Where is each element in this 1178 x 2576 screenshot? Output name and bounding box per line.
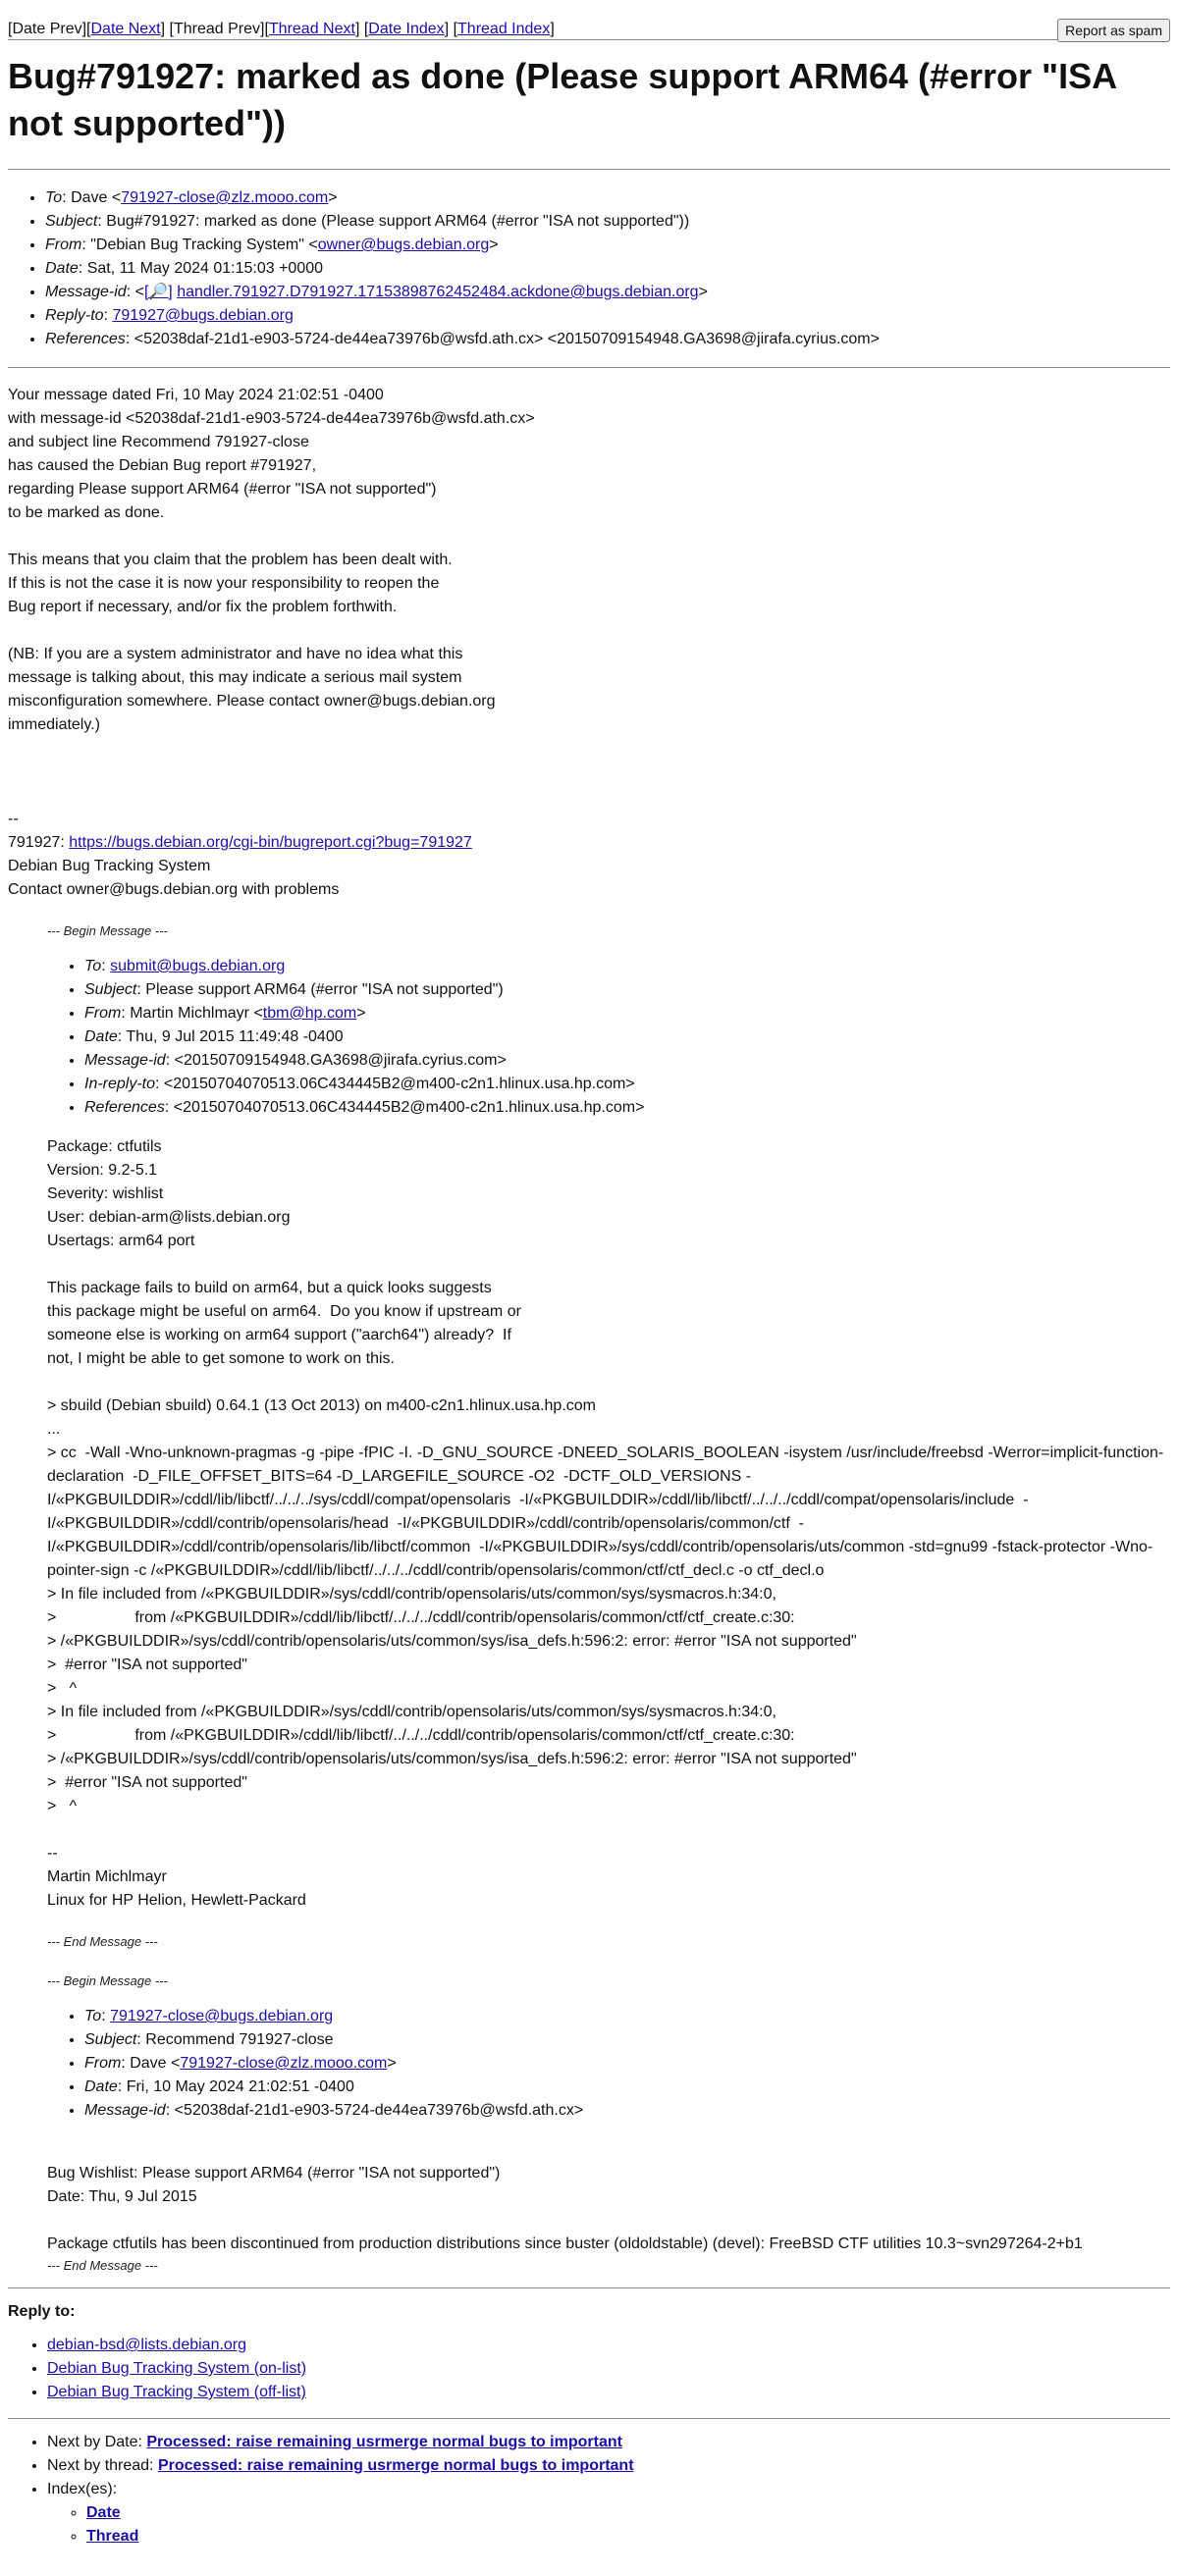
reply-item (47, 2334, 1170, 2357)
next-by-date: • Next by Date: Processed: raise remaining usrmerge normal bugs to important (47, 2431, 1170, 2454)
msg1-to-link[interactable]: submit@bugs.debian.org (110, 958, 286, 974)
nav-date-prev: Date Prev (12, 21, 82, 37)
index-date (86, 2501, 1170, 2525)
body-line: immediately.) (8, 716, 100, 733)
body-line: regarding Please support ARM64 (#error "ISA not supported") (8, 481, 437, 498)
body-line: and subject line Recommend 791927-close (8, 434, 309, 450)
top-divider (8, 39, 1170, 40)
begin-message-marker-2: --- Begin Message --- (47, 1973, 168, 1988)
index-list (47, 2501, 1170, 2549)
title-divider (8, 169, 1170, 170)
to-email-link[interactable]: 791927-close@zlz.mooo.com (121, 189, 329, 206)
reply-divider (8, 2287, 1170, 2288)
bug-report-link[interactable]: https://bugs.debian.org/cgi-bin/bugreport.cgi?bug=791927 (69, 834, 472, 851)
original-message-headers (47, 955, 1170, 1120)
report-spam-button[interactable]: Report as spam (1057, 19, 1170, 42)
signature (8, 808, 1170, 902)
msg2-to: • To: 791927-close@bugs.debian.org (84, 2005, 1170, 2028)
header-date: • Date: Sat, 11 May 2024 01:15:03 +0000 (45, 257, 1170, 281)
msg2-message-id: • Message-id: <52038daf-21d1-e903-5724-de44ea73976b@wsfd.ath.cx> (84, 2099, 1170, 2123)
footer-nav (8, 2431, 1170, 2549)
original-message (47, 921, 1170, 2276)
footer-divider (8, 2418, 1170, 2419)
next-by-thread-link[interactable]: Processed: raise remaining usrmerge normal bugs to important (157, 2457, 634, 2474)
reply-item (47, 2357, 1170, 2381)
body-line (8, 784, 1170, 808)
body-line (8, 525, 1170, 549)
body-line (8, 737, 1170, 761)
msg1-references: • References: <20150704070513.06C434445B2@m400-c2n1.hlinux.usa.hp.com> (84, 1096, 1170, 1120)
index-thread-link[interactable]: Thread (86, 2528, 139, 2545)
nav-date-index-link[interactable]: Date Index (368, 21, 445, 37)
msg1-in-reply-to: • In-reply-to: <20150704070513.06C434445B2@m400-c2n1.hlinux.usa.hp.com> (84, 1073, 1170, 1096)
index-date-link[interactable]: Date (86, 2504, 121, 2521)
nav-thread-index-link[interactable]: Thread Index (457, 21, 551, 37)
headers-divider (8, 367, 1170, 368)
message-id-link[interactable]: handler.791927.D791927.17153898762452484.ackdone@bugs.debian.org (177, 284, 699, 300)
body-line: This means that you claim that the problem has been dealt with. (8, 552, 453, 568)
msg1-message-id: • Message-id: <20150709154948.GA3698@jirafa.cyrius.com> (84, 1049, 1170, 1073)
indexes: • Index(es): ◦ Date ◦ Thread (47, 2478, 1170, 2549)
end-message-marker: --- End Message --- (47, 1934, 158, 1949)
body-line: (NB: If you are a system administrator and have no idea what this (8, 646, 463, 662)
reply-bts-off-list-link[interactable]: Debian Bug Tracking System (off-list) (47, 2384, 306, 2400)
nav-thread-prev: Thread Prev (173, 21, 261, 37)
end-message-marker-2: --- End Message --- (47, 2258, 158, 2273)
body-line: misconfiguration somewhere. Please contact owner@bugs.debian.org (8, 693, 496, 710)
body-line: has caused the Debian Bug report #791927, (8, 457, 317, 474)
header-message-id: • Message-id: <[🔎] handler.791927.D791927.17153898762452484.ackdone@bugs.debian.org> (45, 281, 1170, 304)
msg2-date: • Date: Fri, 10 May 2024 21:02:51 -0400 (84, 2076, 1170, 2099)
body-line: with message-id <52038daf-21d1-e903-5724-de44ea73976b@wsfd.ath.cx> (8, 410, 535, 427)
begin-message-marker: --- Begin Message --- (47, 923, 168, 938)
msg1-from-link[interactable]: tbm@hp.com (262, 1005, 357, 1022)
msg2-to-link[interactable]: 791927-close@bugs.debian.org (110, 2008, 334, 2024)
message-body (8, 384, 1170, 808)
close-message-body: Bug Wishlist: Please support ARM64 (#error "ISA not supported") Date: Thu, 9 Jul 2015 Package ctfutils has been discontinued from production distributions since buster (oldoldstable) (devel): FreeBSD CTF utilities 10.3~svn297264-2+b1 (47, 2165, 1083, 2252)
message-headers (8, 186, 1170, 351)
next-by-date-link[interactable]: Processed: raise remaining usrmerge normal bugs to important (146, 2434, 622, 2450)
msg2-subject: • Subject: Recommend 791927-close (84, 2028, 1170, 2052)
reply-list-link[interactable]: debian-bsd@lists.debian.org (47, 2337, 247, 2353)
nav-thread-next-link[interactable]: Thread Next (268, 21, 355, 37)
sig-line-2: Debian Bug Tracking System (8, 858, 211, 874)
index-thread (86, 2525, 1170, 2549)
sig-dashes: -- (8, 811, 19, 827)
next-by-thread: • Next by thread: Processed: raise remaining usrmerge normal bugs to important (47, 2454, 1170, 2478)
nav-date-next-link[interactable]: Date Next (90, 21, 161, 37)
from-email-link[interactable]: owner@bugs.debian.org (317, 237, 490, 253)
header-to: • To: Dave <791927-close@zlz.mooo.com> (45, 186, 1170, 210)
body-line: Bug report if necessary, and/or fix the problem forthwith. (8, 599, 398, 615)
msg1-subject: • Subject: Please support ARM64 (#error "ISA not supported") (84, 978, 1170, 1002)
message-id-search-icon[interactable]: [🔎] (143, 284, 173, 300)
body-line: Your message dated Fri, 10 May 2024 21:02:51 -0400 (8, 387, 384, 403)
sig-line-3: Contact owner@bugs.debian.org with problems (8, 881, 340, 898)
sig-bug-line: 791927: https://bugs.debian.org/cgi-bin/bugreport.cgi?bug=791927 (8, 834, 472, 851)
reply-list (8, 2334, 1170, 2404)
header-reply-to: • Reply-to: 791927@bugs.debian.org (45, 304, 1170, 328)
msg1-to: • To: submit@bugs.debian.org (84, 955, 1170, 978)
nav-links: [Date Prev][Date Next] [Thread Prev][Thread Next] [Date Index] [Thread Index] (8, 21, 555, 37)
body-line: message is talking about, this may indicate a serious mail system (8, 669, 462, 686)
msg1-from: • From: Martin Michlmayr <tbm@hp.com> (84, 1002, 1170, 1025)
reply-heading: Reply to: (8, 2303, 76, 2320)
header-from: • From: "Debian Bug Tracking System" <owner@bugs.debian.org> (45, 234, 1170, 257)
original-message-body: Package: ctfutils Version: 9.2-5.1 Severity: wishlist User: debian-arm@lists.debian.org Usertags: arm64 port This package fails to build on arm64, but a quick looks suggests this package might be useful on arm64. Do you know if upstream or someone else is working on arm64 support ("aarch64") already? If not, I might be able to get somone to work on this. > sbuild (Debian sbuild) 0.64.1 (13 Oct 2013) on m400-c2n1.hlinux.usa.hp.com ... > cc -Wall -Wno-unknown-pragmas -g -pipe -fPIC -I. -D_GNU_SOURCE -DNEED_SOLARIS_BOOLEAN -isystem /usr/include/freebsd -Werror=implicit-function-declaration -D_FILE_OFFSET_BITS=64 -D_LARGEFILE_SOURCE -O2 -DCTF_OLD_VERSIONS -I/«PKGBUILDDIR»/cddl/lib/libctf/../../../sys/cddl/compat/opensolaris -I/«PKGBUILDDIR»/cddl/lib/libctf/../../../cddl/compat/opensolaris/include -I/«PKGBUILDDIR»/cddl/contrib/opensolaris/head -I/«PKGBUILDDIR»/cddl/contrib/opensolaris/common/ctf -I/«PKGBUILDDIR»/cddl/contrib/opensolaris/lib/libctf/common -I/«PKGBUILDDIR»/sys/cddl/contrib/opensolaris/uts/common -std=gnu99 -fstack-protector -Wno-pointer-sign -c /«PKGBUILDDIR»/cddl/lib/libctf/../../../cddl/contrib/opensolaris/common/ctf/ctf_decl.c -o ctf_decl.o > In file included from /«PKGBUILDDIR»/sys/cddl/contrib/opensolaris/uts/common/sys/sysmacros.h:34:0, > from /«PKGBUILDDIR»/cddl/lib/libctf/../../../cddl/contrib/opensolaris/common/ctf/ctf_create.c:30: > /«PKGBUILDDIR»/sys/cddl/contrib/opensolaris/uts/common/sys/isa_defs.h:596:2: error: #error "ISA not supported" > #error "ISA not supported" > ^ > In file included from /«PKGBUILDDIR»/sys/cddl/contrib/opensolaris/uts/common/sys/sysmacros.h:34:0, > from /«PKGBUILDDIR»/cddl/lib/libctf/../../../cddl/contrib/opensolaris/common/ctf/ctf_create.c:30: > /«PKGBUILDDIR»/sys/cddl/contrib/opensolaris/uts/common/sys/isa_defs.h:596:2: error: #error "ISA not supported" > #error "ISA not supported" > ^ -- Martin Michlmayr Linux for HP Helion, Hewlett-Packard (47, 1138, 1164, 1909)
msg2-from: • From: Dave <791927-close@zlz.mooo.com> (84, 2052, 1170, 2076)
msg2-from-link[interactable]: 791927-close@zlz.mooo.com (180, 2055, 388, 2072)
reply-to-link[interactable]: 791927@bugs.debian.org (112, 307, 294, 324)
header-references: • References: <52038daf-21d1-e903-5724-de44ea73976b@wsfd.ath.cx> <20150709154948.GA3698@jirafa.cyrius.com> (45, 328, 1170, 351)
close-message-headers (47, 2005, 1170, 2123)
header-subject: • Subject: Bug#791927: marked as done (Please support ARM64 (#error "ISA not supported")) (45, 210, 1170, 234)
body-line: to be marked as done. (8, 504, 165, 521)
reply-bts-on-list-link[interactable]: Debian Bug Tracking System (on-list) (47, 2360, 307, 2377)
body-line (8, 761, 1170, 784)
top-navigation (8, 0, 1170, 39)
body-line: If this is not the case it is now your responsibility to reopen the (8, 575, 440, 592)
msg1-date: • Date: Thu, 9 Jul 2015 11:49:48 -0400 (84, 1025, 1170, 1049)
reply-item (47, 2381, 1170, 2404)
page-title: Bug#791927: marked as done (Please support ARM64 (#error "ISA not supported")) (8, 56, 1116, 143)
body-line (8, 619, 1170, 643)
